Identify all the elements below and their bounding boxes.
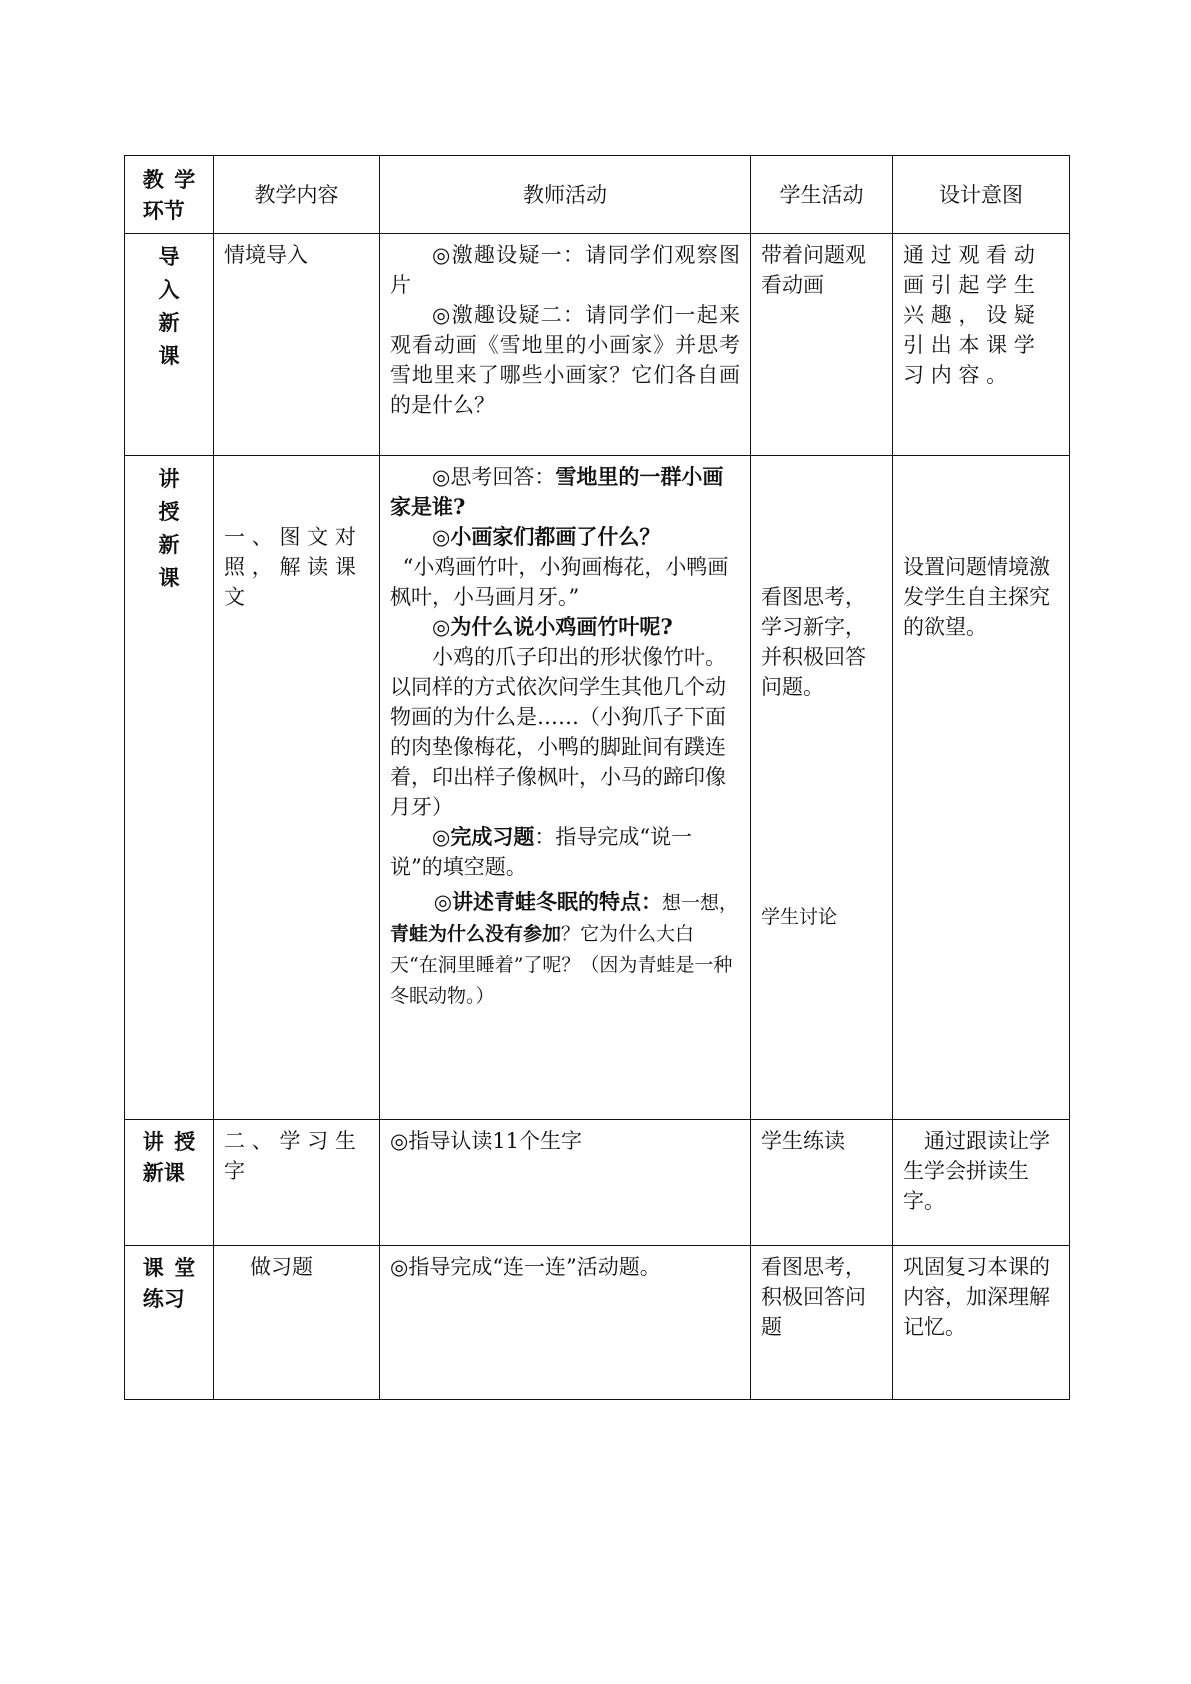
row-lecture-teacher — [380, 456, 751, 1120]
teacher-p6-bold: 完成习题 — [450, 824, 535, 849]
teacher-p5: 小鸡的爪子印出的形状像竹叶。以同样的方式依次问学生其他几个动物画的为什么是……（小狗爪子下面的肉垫像梅花，小鸭的脚趾间有蹼连着，印出样子像枫叶，小马的蹄印像月牙） — [390, 645, 726, 819]
row-practice-content: 做习题 — [214, 1246, 380, 1400]
teacher-p3: “小鸡画竹叶，小狗画梅花，小鸭画枫叶，小马画月牙。” — [390, 555, 729, 609]
header-content: 教学内容 — [214, 156, 380, 234]
row-practice-student: 看图思考，积极回答问题 — [751, 1246, 893, 1400]
teacher-p1 — [390, 462, 740, 522]
row-intro-intent: 通过观看动画引起学生兴趣，设疑引出本课学习内容。 — [893, 234, 1070, 456]
row-lecture-student — [751, 456, 893, 1120]
teacher-p1-bold: 雪地里的一群小画家是谁? — [390, 464, 724, 519]
row-intro-student: 带着问题观看动画 — [751, 234, 893, 456]
header-teacher: 教师活动 — [380, 156, 751, 234]
row-lecture-student-2: 学生讨论 — [761, 906, 838, 928]
row-practice — [125, 1246, 1070, 1400]
row-practice-intent: 巩固复习本课的内容，加深理解记忆。 — [893, 1246, 1070, 1400]
row-characters — [125, 1120, 1070, 1246]
teacher-p2-bold: ◎小画家们都画了什么？ — [432, 524, 661, 549]
teacher-p7-bold2: 青蛙为什么没有参加 — [390, 923, 562, 945]
row-intro — [125, 234, 1070, 456]
row-characters-stage-text: 讲授新课 — [142, 1129, 196, 1185]
teacher-p7-bold: ◎讲述青蛙冬眠的特点： — [433, 889, 663, 914]
row-characters-intent: 通过跟读让学生学会拼读生字。 — [893, 1120, 1070, 1246]
row-characters-content: 二、学习生字 — [214, 1120, 380, 1246]
teacher-p2 — [390, 522, 740, 552]
row-practice-stage — [125, 1246, 214, 1400]
row-characters-student: 学生练读 — [751, 1120, 893, 1246]
teacher-p1-prefix: ◎思考回答： — [432, 465, 556, 489]
row-intro-stage — [125, 234, 214, 456]
header-stage-text: 教学环节 — [142, 166, 196, 223]
teacher-p4 — [390, 612, 740, 642]
header-intent: 设计意图 — [893, 156, 1070, 234]
header-row — [125, 156, 1070, 234]
teacher-p6 — [390, 822, 740, 882]
teacher-p6-prefix: ◎ — [432, 825, 451, 849]
row-intro-teacher — [380, 234, 751, 456]
row-lecture-intent-text: 设置问题情境激发学生自主探究的欲望。 — [903, 555, 1050, 639]
row-practice-stage-text: 课堂练习 — [142, 1255, 196, 1311]
teacher-question-1: ◎激趣设疑一：请同学们观察图片 — [390, 243, 740, 297]
teacher-p7-b: ？它为什么大白天“在洞里睡着”了呢？（因为青蛙是一种冬眠动物。） — [390, 923, 733, 1007]
row-characters-stage — [125, 1120, 214, 1246]
lesson-plan-table — [124, 155, 1070, 1400]
row-lecture-student-1: 看图思考，学习新字，并积极回答问题。 — [761, 585, 866, 699]
row-practice-teacher: ◎指导完成“连一连”活动题。 — [380, 1246, 751, 1400]
row-lecture-content — [214, 456, 380, 1120]
row-intro-stage-text: 导入新课 — [158, 244, 180, 368]
row-lecture-stage-text: 讲授新课 — [158, 466, 180, 590]
row-intro-content: 情境导入 — [214, 234, 380, 456]
row-lecture-intent — [893, 456, 1070, 1120]
teacher-p7 — [390, 886, 740, 1012]
row-characters-teacher: ◎指导认读11个生字 — [380, 1120, 751, 1246]
header-student: 学生活动 — [751, 156, 893, 234]
teacher-p6-rest: ：指导完成“说一说”的填空题。 — [390, 825, 693, 879]
row-lecture — [125, 456, 1070, 1120]
row-lecture-stage — [125, 456, 214, 1120]
header-stage — [125, 156, 214, 234]
teacher-p7-a: 想一想， — [662, 892, 739, 914]
teacher-p4-bold: ◎为什么说小鸡画竹叶呢? — [432, 614, 673, 639]
row-lecture-content-text: 一、图文对照，解读课文 — [224, 525, 363, 609]
teacher-question-2: ◎激趣设疑二：请同学们一起来观看动画《雪地里的小画家》并思考雪地里来了哪些小画家？它们各自画的是什么？ — [390, 303, 740, 417]
